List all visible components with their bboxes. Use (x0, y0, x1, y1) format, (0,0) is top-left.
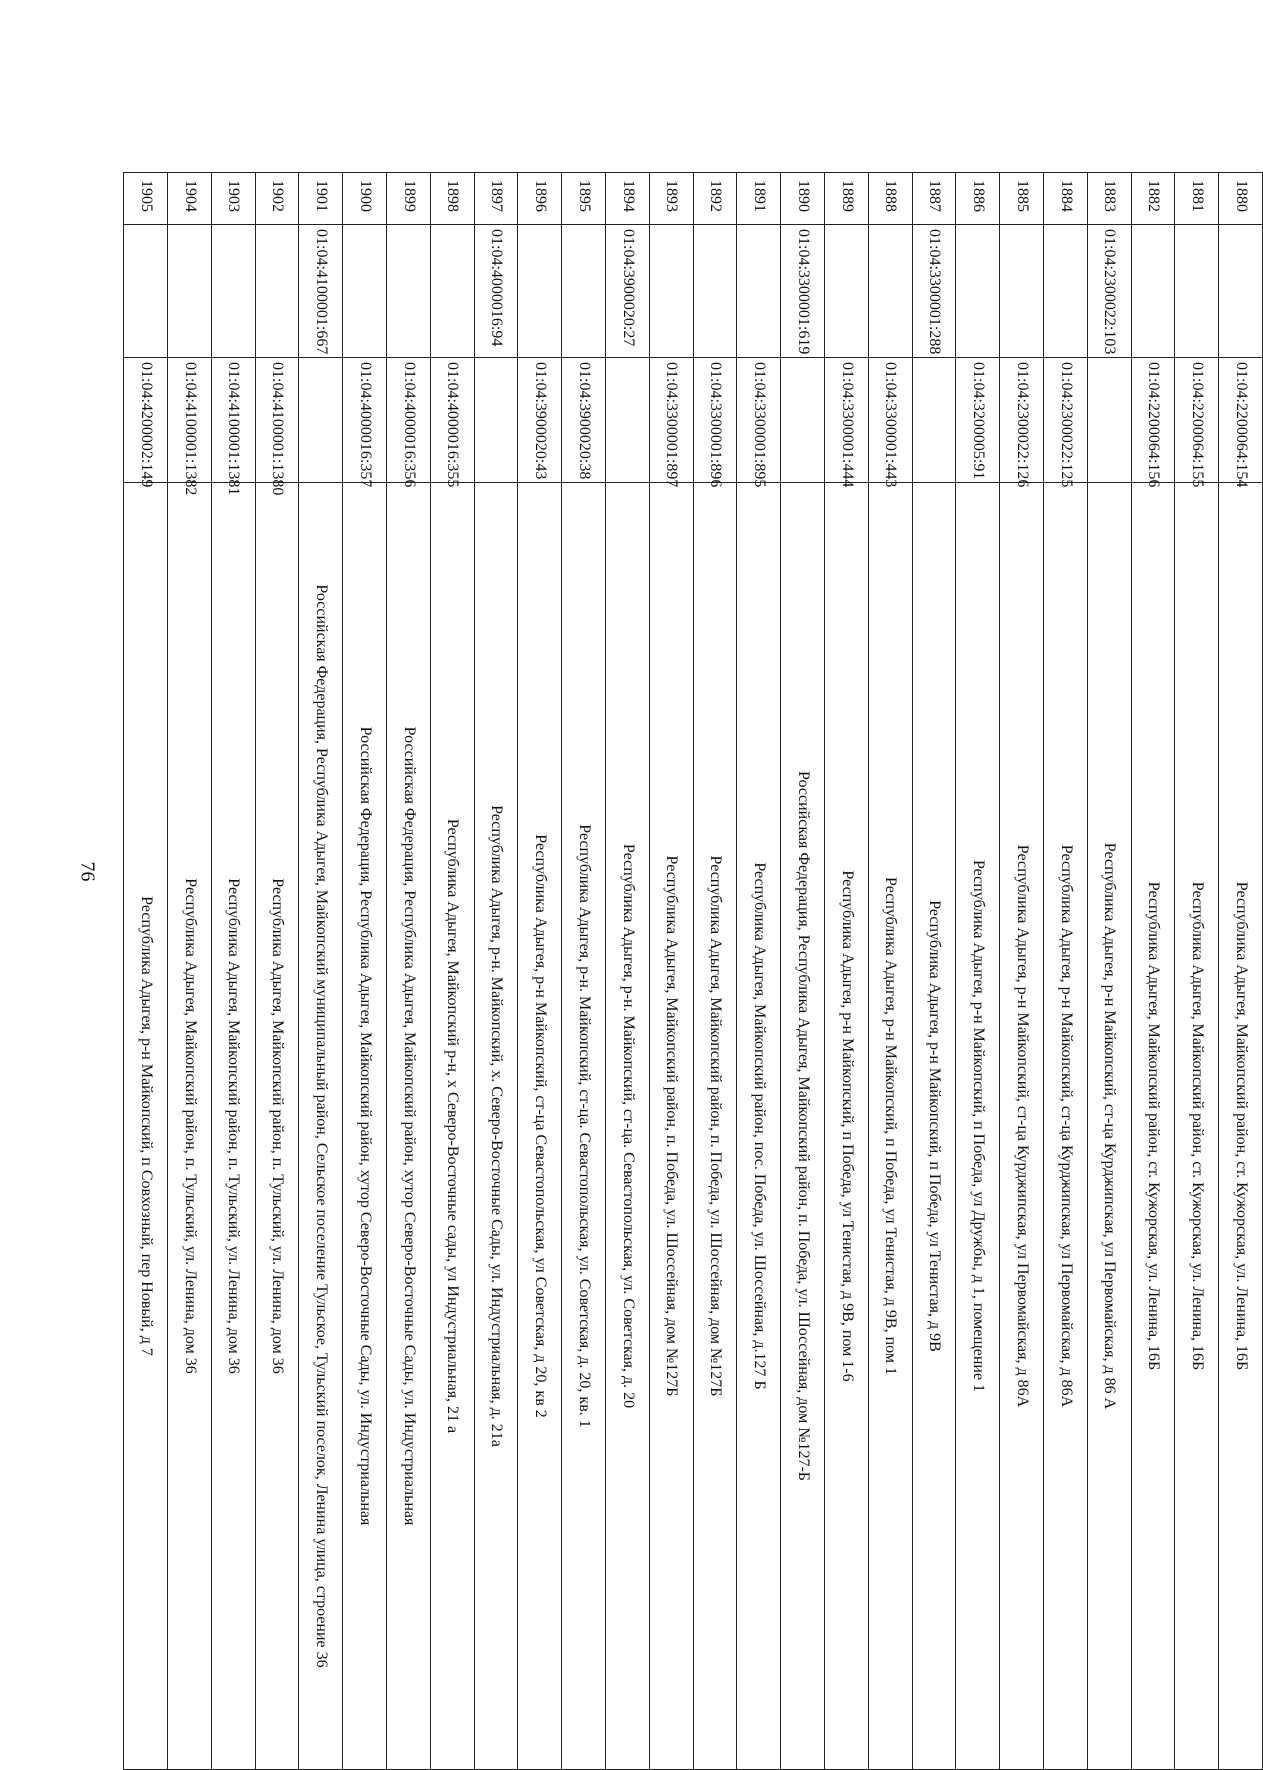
address-cell: Республика Адыгея, р-н Майкопский, ст-ца Севастопольская, ул Советская, д 20, кв 2 (518, 483, 562, 1770)
parent-cadastral-number-cell (211, 225, 255, 358)
address-cell: Республика Адыгея, р-н Майкопский, ст-ца Курджипская, ул Первомайская, д 86 А (1087, 483, 1131, 1770)
address-cell: Российская Федерация, Республика Адыгея, Майкопский район, хутор Северо-Восточные Сады, ул. Индустриальная (343, 483, 387, 1770)
cadastral-number-cell: 01:04:3900020:43 (518, 358, 562, 483)
address-cell: Республика Адыгея, Майкопский район, ст. Кужорская, ул. Ленина, 16Б (1219, 483, 1263, 1770)
parent-cadastral-number-cell (1044, 225, 1088, 358)
row-number-cell: 1893 (649, 173, 693, 225)
table-row (1175, 173, 1219, 1770)
table-row (430, 173, 474, 1770)
address-cell: Республика Адыгея, р-н Майкопский, п Победа, ул Тенистая, д 9В (912, 483, 956, 1770)
parent-cadastral-number-cell (518, 225, 562, 358)
table-row (1044, 173, 1088, 1770)
cadastral-number-cell: 01:04:2300022:126 (1000, 358, 1044, 483)
row-number-cell: 1882 (1131, 173, 1175, 225)
cadastral-number-cell: 01:04:4000016:356 (387, 358, 431, 483)
row-number-cell: 1894 (606, 173, 650, 225)
cadastral-number-cell (1087, 358, 1131, 483)
row-number-cell: 1895 (562, 173, 606, 225)
table-row (1131, 173, 1175, 1770)
parent-cadastral-number-cell: 01:04:4100001:667 (299, 225, 343, 358)
registry-table (123, 172, 1263, 1770)
parent-cadastral-number-cell (430, 225, 474, 358)
table-row (211, 173, 255, 1770)
table-row (343, 173, 387, 1770)
parent-cadastral-number-cell: 01:04:2300022:103 (1087, 225, 1131, 358)
parent-cadastral-number-cell (868, 225, 912, 358)
address-cell: Российская Федерация, Республика Адыгея, Майкопский район, п. Победа, ул. Шоссейная, дом №127-Б (781, 483, 825, 1770)
address-cell: Республика Адыгея, Майкопский район, п. Тульский, ул. Ленина, дом 36 (168, 483, 212, 1770)
row-number-cell: 1901 (299, 173, 343, 225)
table-row (781, 173, 825, 1770)
row-number-cell: 1897 (474, 173, 518, 225)
table-row (693, 173, 737, 1770)
address-cell: Республика Адыгея, Майкопский район, п. Победа, ул. Шоссейная, дом №127Б (693, 483, 737, 1770)
row-number-cell: 1890 (781, 173, 825, 225)
cadastral-number-cell: 01:04:4000016:357 (343, 358, 387, 483)
row-number-cell: 1883 (1087, 173, 1131, 225)
address-cell: Республика Адыгея, Майкопский район, пос. Победа, ул. Шоссейная, д.127 Б (737, 483, 781, 1770)
cadastral-number-cell: 01:04:3300001:896 (693, 358, 737, 483)
row-number-cell: 1888 (868, 173, 912, 225)
address-cell: Российская Федерация, Республика Адыгея, Майкопский район, хутор Северо-Восточные Сады, ул. Индустриальная (387, 483, 431, 1770)
row-number-cell: 1899 (387, 173, 431, 225)
address-cell: Республика Адыгея, Майкопский район, п. Победа, ул. Шоссейная, дом №127Б (649, 483, 693, 1770)
table-row (299, 173, 343, 1770)
parent-cadastral-number-cell: 01:04:3900020:27 (606, 225, 650, 358)
parent-cadastral-number-cell: 01:04:3300001:288 (912, 225, 956, 358)
table-row (562, 173, 606, 1770)
parent-cadastral-number-cell (1131, 225, 1175, 358)
address-cell: Республика Адыгея, р-н Майкопский, ст-ца Курджипская, ул Первомайская, д 86А (1000, 483, 1044, 1770)
row-number-cell: 1905 (124, 173, 168, 225)
parent-cadastral-number-cell: 01:04:3300001:619 (781, 225, 825, 358)
parent-cadastral-number-cell (255, 225, 299, 358)
address-cell: Республика Адыгея, р-н Майкопский, п Совхозный, пер Новый, д 7 (124, 483, 168, 1770)
table-row (737, 173, 781, 1770)
row-number-cell: 1881 (1175, 173, 1219, 225)
parent-cadastral-number-cell (693, 225, 737, 358)
address-cell: Республика Адыгея, р-н. Майкопский, ст-ца. Севастопольская, ул. Советская, д. 20 (606, 483, 650, 1770)
table-row (956, 173, 1000, 1770)
address-cell: Республика Адыгея, Майкопский район, п. Тульский, ул. Ленина, дом 36 (211, 483, 255, 1770)
cadastral-number-cell: 01:04:3200005:91 (956, 358, 1000, 483)
table-row (606, 173, 650, 1770)
table-row (912, 173, 956, 1770)
table-row (1000, 173, 1044, 1770)
row-number-cell: 1885 (1000, 173, 1044, 225)
cadastral-number-cell (474, 358, 518, 483)
address-cell: Республика Адыгея, р-н Майкопский, п Победа, ул Тенистая, д 9В, пом 1 (868, 483, 912, 1770)
parent-cadastral-number-cell (1000, 225, 1044, 358)
parent-cadastral-number-cell (649, 225, 693, 358)
cadastral-number-cell: 01:04:3300001:897 (649, 358, 693, 483)
table-row (1087, 173, 1131, 1770)
table-row (1219, 173, 1263, 1770)
row-number-cell: 1902 (255, 173, 299, 225)
row-number-cell: 1889 (825, 173, 869, 225)
row-number-cell: 1892 (693, 173, 737, 225)
parent-cadastral-number-cell (343, 225, 387, 358)
row-number-cell: 1904 (168, 173, 212, 225)
address-cell: Республика Адыгея, Майкопский район, ст. Кужорская, ул. Ленина, 16Б (1131, 483, 1175, 1770)
table-row (518, 173, 562, 1770)
table-row (868, 173, 912, 1770)
parent-cadastral-number-cell (1219, 225, 1263, 358)
cadastral-number-cell: 01:04:4100001:1380 (255, 358, 299, 483)
cadastral-number-cell: 01:04:2300022:125 (1044, 358, 1088, 483)
table-row (649, 173, 693, 1770)
cadastral-number-cell: 01:04:2200064:154 (1219, 358, 1263, 483)
row-number-cell: 1891 (737, 173, 781, 225)
parent-cadastral-number-cell (1175, 225, 1219, 358)
cadastral-number-cell: 01:04:4000016:355 (430, 358, 474, 483)
cadastral-number-cell: 01:04:2200064:156 (1131, 358, 1175, 483)
cadastral-number-cell (912, 358, 956, 483)
cadastral-number-cell: 01:04:4100001:1381 (211, 358, 255, 483)
table-row (124, 173, 168, 1770)
cadastral-number-cell: 01:04:3300001:443 (868, 358, 912, 483)
address-cell: Республика Адыгея, р-н. Майкопский, ст-ца. Севастопольская, ул. Советская, д. 20, кв. 1 (562, 483, 606, 1770)
parent-cadastral-number-cell (124, 225, 168, 358)
cadastral-number-cell: 01:04:3300001:895 (737, 358, 781, 483)
row-number-cell: 1880 (1219, 173, 1263, 225)
address-cell: Российская Федерация, Республика Адыгея, Майкопский муниципальный район, Сельское поселение Тульское, Тульский поселок, Ленина улица, строение 36 (299, 483, 343, 1770)
cadastral-number-cell: 01:04:3900020:38 (562, 358, 606, 483)
registry-table-container (123, 172, 1263, 1770)
cadastral-number-cell (606, 358, 650, 483)
row-number-cell: 1903 (211, 173, 255, 225)
cadastral-number-cell: 01:04:4200002:149 (124, 358, 168, 483)
address-cell: Республика Адыгея, р-н. Майкопский, х. Северо-Восточные Сады, ул. Индустриальная, д. 21а (474, 483, 518, 1770)
table-row (168, 173, 212, 1770)
address-cell: Республика Адыгея, Майкопский р-н, х Северо-Восточные сады, ул Индустриальная, 21 а (430, 483, 474, 1770)
table-row (474, 173, 518, 1770)
parent-cadastral-number-cell (737, 225, 781, 358)
parent-cadastral-number-cell: 01:04:4000016:94 (474, 225, 518, 358)
cadastral-number-cell: 01:04:4100001:1382 (168, 358, 212, 483)
row-number-cell: 1898 (430, 173, 474, 225)
registry-table-body (124, 173, 1263, 1770)
page-number: 76 (76, 861, 99, 882)
address-cell: Республика Адыгея, р-н Майкопский, п Победа, ул Дружбы, д 1, помещение 1 (956, 483, 1000, 1770)
address-cell: Республика Адыгея, Майкопский район, п. Тульский, ул. Ленина, дом 36 (255, 483, 299, 1770)
address-cell: Республика Адыгея, р-н Майкопский, ст-ца Курджипская, ул Первомайская, д 86А (1044, 483, 1088, 1770)
parent-cadastral-number-cell (387, 225, 431, 358)
parent-cadastral-number-cell (825, 225, 869, 358)
cadastral-number-cell: 01:04:3300001:444 (825, 358, 869, 483)
table-row (387, 173, 431, 1770)
row-number-cell: 1886 (956, 173, 1000, 225)
row-number-cell: 1896 (518, 173, 562, 225)
parent-cadastral-number-cell (956, 225, 1000, 358)
cadastral-number-cell (299, 358, 343, 483)
parent-cadastral-number-cell (562, 225, 606, 358)
row-number-cell: 1884 (1044, 173, 1088, 225)
cadastral-number-cell: 01:04:2200064:155 (1175, 358, 1219, 483)
cadastral-number-cell (781, 358, 825, 483)
table-row (255, 173, 299, 1770)
parent-cadastral-number-cell (168, 225, 212, 358)
row-number-cell: 1900 (343, 173, 387, 225)
address-cell: Республика Адыгея, Майкопский район, ст. Кужорская, ул. Ленина, 16Б (1175, 483, 1219, 1770)
table-row (825, 173, 869, 1770)
row-number-cell: 1887 (912, 173, 956, 225)
address-cell: Республика Адыгея, р-н Майкопский, п Победа, ул Тенистая, д 9В, пом 1-6 (825, 483, 869, 1770)
